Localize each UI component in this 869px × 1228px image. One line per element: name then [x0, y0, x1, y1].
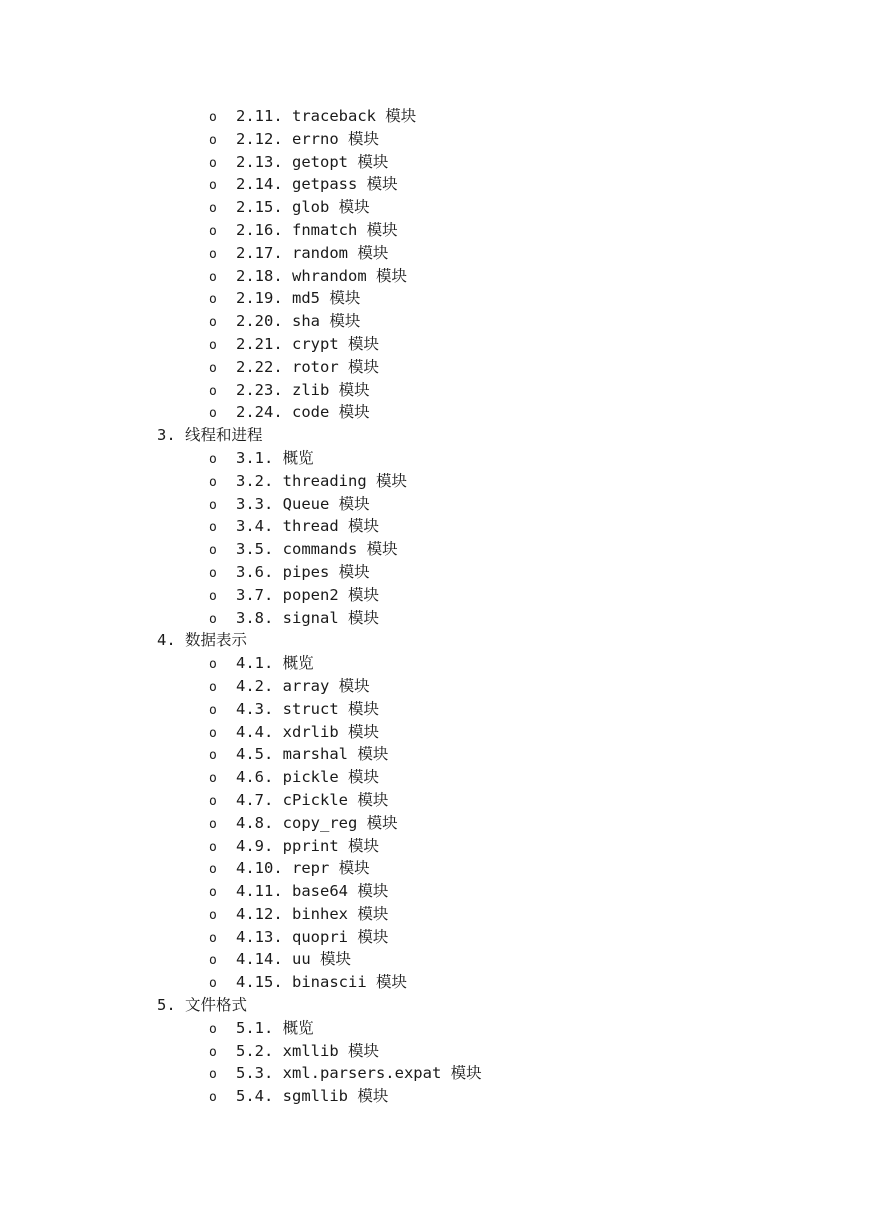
section-link[interactable]: 4.7. cPickle 模块	[236, 790, 389, 809]
section-link[interactable]: 2.17. random 模块	[236, 243, 389, 262]
toc-section-line	[0, 675, 869, 698]
toc-section-line	[0, 1017, 869, 1040]
list-bullet-icon: o	[209, 976, 217, 992]
section-link[interactable]: 2.14. getpass 模块	[236, 175, 398, 194]
section-link[interactable]: 2.23. zlib 模块	[236, 380, 370, 399]
list-bullet-icon: o	[209, 1021, 217, 1037]
toc-section-line	[0, 789, 869, 812]
list-bullet-icon: o	[209, 611, 217, 627]
list-bullet-icon: o	[209, 520, 217, 536]
list-bullet-icon: o	[209, 406, 217, 422]
list-bullet-icon: o	[209, 839, 217, 855]
section-link[interactable]: 3.2. threading 模块	[236, 471, 407, 490]
list-bullet-icon: o	[209, 223, 217, 239]
toc-section-line	[0, 242, 869, 265]
list-bullet-icon: o	[209, 132, 217, 148]
section-link[interactable]: 4.4. xdrlib 模块	[236, 722, 379, 741]
chapter-number: 3.	[157, 426, 176, 445]
section-link[interactable]: 2.11. traceback 模块	[236, 107, 417, 125]
list-bullet-icon: o	[209, 793, 217, 809]
toc-section-line	[0, 265, 869, 288]
section-link[interactable]: 5.3. xml.parsers.expat 模块	[236, 1064, 482, 1083]
section-link[interactable]: 4.9. pprint 模块	[236, 836, 379, 855]
toc-section-line	[0, 105, 869, 128]
section-link[interactable]: 5.1. 概览	[236, 1018, 314, 1037]
list-bullet-icon: o	[209, 201, 217, 217]
section-link[interactable]: 5.4. sgmllib 模块	[236, 1087, 389, 1106]
list-bullet-icon: o	[209, 155, 217, 171]
section-link[interactable]: 3.6. pipes 模块	[236, 562, 370, 581]
toc-section-line	[0, 812, 869, 835]
list-bullet-icon: o	[209, 885, 217, 901]
list-bullet-icon: o	[209, 816, 217, 832]
section-link[interactable]: 4.8. copy_reg 模块	[236, 813, 398, 832]
list-bullet-icon: o	[209, 451, 217, 467]
toc-section-line	[0, 584, 869, 607]
list-bullet-icon: o	[209, 1067, 217, 1083]
list-bullet-icon: o	[209, 953, 217, 969]
section-link[interactable]: 3.1. 概览	[236, 448, 314, 467]
toc-section-line	[0, 401, 869, 424]
section-link[interactable]: 2.21. crypt 模块	[236, 334, 379, 353]
toc-section-line	[0, 128, 869, 151]
toc-section-line	[0, 835, 869, 858]
section-link[interactable]: 4.14. uu 模块	[236, 950, 351, 969]
toc-section-line	[0, 948, 869, 971]
list-bullet-icon: o	[209, 315, 217, 331]
toc-chapter-line	[0, 424, 869, 447]
section-link[interactable]: 4.2. array 模块	[236, 676, 370, 695]
section-link[interactable]: 2.19. md5 模块	[236, 289, 361, 308]
list-bullet-icon: o	[209, 1090, 217, 1106]
section-link[interactable]: 2.13. getopt 模块	[236, 152, 389, 171]
section-link[interactable]: 2.12. errno 模块	[236, 129, 379, 148]
toc-section-line	[0, 287, 869, 310]
section-link[interactable]: 4.12. binhex 模块	[236, 904, 389, 923]
list-bullet-icon: o	[209, 543, 217, 559]
section-link[interactable]: 2.15. glob 模块	[236, 198, 370, 217]
toc-section-line	[0, 721, 869, 744]
section-link[interactable]: 2.22. rotor 模块	[236, 357, 379, 376]
section-link[interactable]: 4.15. binascii 模块	[236, 973, 407, 992]
list-bullet-icon: o	[209, 702, 217, 718]
toc-section-line	[0, 515, 869, 538]
section-link[interactable]: 4.10. repr 模块	[236, 859, 370, 878]
list-bullet-icon: o	[209, 771, 217, 787]
toc-section-line	[0, 447, 869, 470]
section-link[interactable]: 4.6. pickle 模块	[236, 768, 379, 787]
toc-section-line	[0, 196, 869, 219]
toc-section-line	[0, 333, 869, 356]
toc-section-line	[0, 1040, 869, 1063]
list-bullet-icon: o	[209, 565, 217, 581]
section-link[interactable]: 4.1. 概览	[236, 654, 314, 673]
toc-section-line	[0, 926, 869, 949]
list-bullet-icon: o	[209, 588, 217, 604]
toc-chapter-line	[0, 994, 869, 1017]
section-link[interactable]: 3.5. commands 模块	[236, 540, 398, 559]
toc-section-line	[0, 1085, 869, 1108]
toc-section-line	[0, 652, 869, 675]
toc-section-line	[0, 743, 869, 766]
list-bullet-icon: o	[209, 657, 217, 673]
toc-section-line	[0, 880, 869, 903]
toc-section-line	[0, 470, 869, 493]
toc-section-line	[0, 538, 869, 561]
section-link[interactable]: 2.16. fnmatch 模块	[236, 220, 398, 239]
chapter-title-link[interactable]: 数据表示	[185, 631, 248, 650]
list-bullet-icon: o	[209, 178, 217, 194]
toc-section-line	[0, 607, 869, 630]
list-bullet-icon: o	[209, 930, 217, 946]
section-link[interactable]: 3.8. signal 模块	[236, 608, 379, 627]
toc-section-line	[0, 698, 869, 721]
toc-section-line	[0, 857, 869, 880]
list-bullet-icon: o	[209, 383, 217, 399]
toc-section-line	[0, 561, 869, 584]
section-link[interactable]: 4.5. marshal 模块	[236, 745, 389, 764]
section-link[interactable]: 4.3. struct 模块	[236, 699, 379, 718]
toc-section-line	[0, 173, 869, 196]
list-bullet-icon: o	[209, 246, 217, 262]
list-bullet-icon: o	[209, 497, 217, 513]
list-bullet-icon: o	[209, 679, 217, 695]
toc-section-line	[0, 151, 869, 174]
section-link[interactable]: 4.13. quopri 模块	[236, 927, 389, 946]
list-bullet-icon: o	[209, 907, 217, 923]
list-bullet-icon: o	[209, 292, 217, 308]
toc-section-line	[0, 971, 869, 994]
section-link[interactable]: 4.11. base64 模块	[236, 882, 389, 901]
section-link[interactable]: 2.24. code 模块	[236, 403, 370, 422]
toc-section-line	[0, 379, 869, 402]
toc-section-line	[0, 493, 869, 516]
toc-chapter-line	[0, 629, 869, 652]
toc-section-line	[0, 766, 869, 789]
table-of-contents	[0, 105, 869, 1108]
toc-section-line	[0, 310, 869, 333]
section-link[interactable]: 3.7. popen2 模块	[236, 585, 379, 604]
list-bullet-icon: o	[209, 360, 217, 376]
toc-section-line	[0, 356, 869, 379]
chapter-number: 5.	[157, 996, 176, 1015]
section-link[interactable]: 3.3. Queue 模块	[236, 494, 370, 513]
section-link[interactable]: 2.18. whrandom 模块	[236, 266, 407, 285]
section-link[interactable]: 5.2. xmllib 模块	[236, 1041, 379, 1060]
list-bullet-icon: o	[209, 1044, 217, 1060]
list-bullet-icon: o	[209, 862, 217, 878]
section-link[interactable]: 2.20. sha 模块	[236, 312, 361, 331]
toc-section-line	[0, 1062, 869, 1085]
list-bullet-icon: o	[209, 337, 217, 353]
toc-section-line	[0, 903, 869, 926]
list-bullet-icon: o	[209, 474, 217, 490]
section-link[interactable]: 3.4. thread 模块	[236, 517, 379, 536]
toc-section-line	[0, 219, 869, 242]
chapter-title-link[interactable]: 线程和进程	[185, 426, 263, 445]
chapter-title-link[interactable]: 文件格式	[185, 996, 248, 1015]
list-bullet-icon: o	[209, 110, 217, 125]
list-bullet-icon: o	[209, 748, 217, 764]
list-bullet-icon: o	[209, 269, 217, 285]
list-bullet-icon: o	[209, 725, 217, 741]
chapter-number: 4.	[157, 631, 176, 650]
